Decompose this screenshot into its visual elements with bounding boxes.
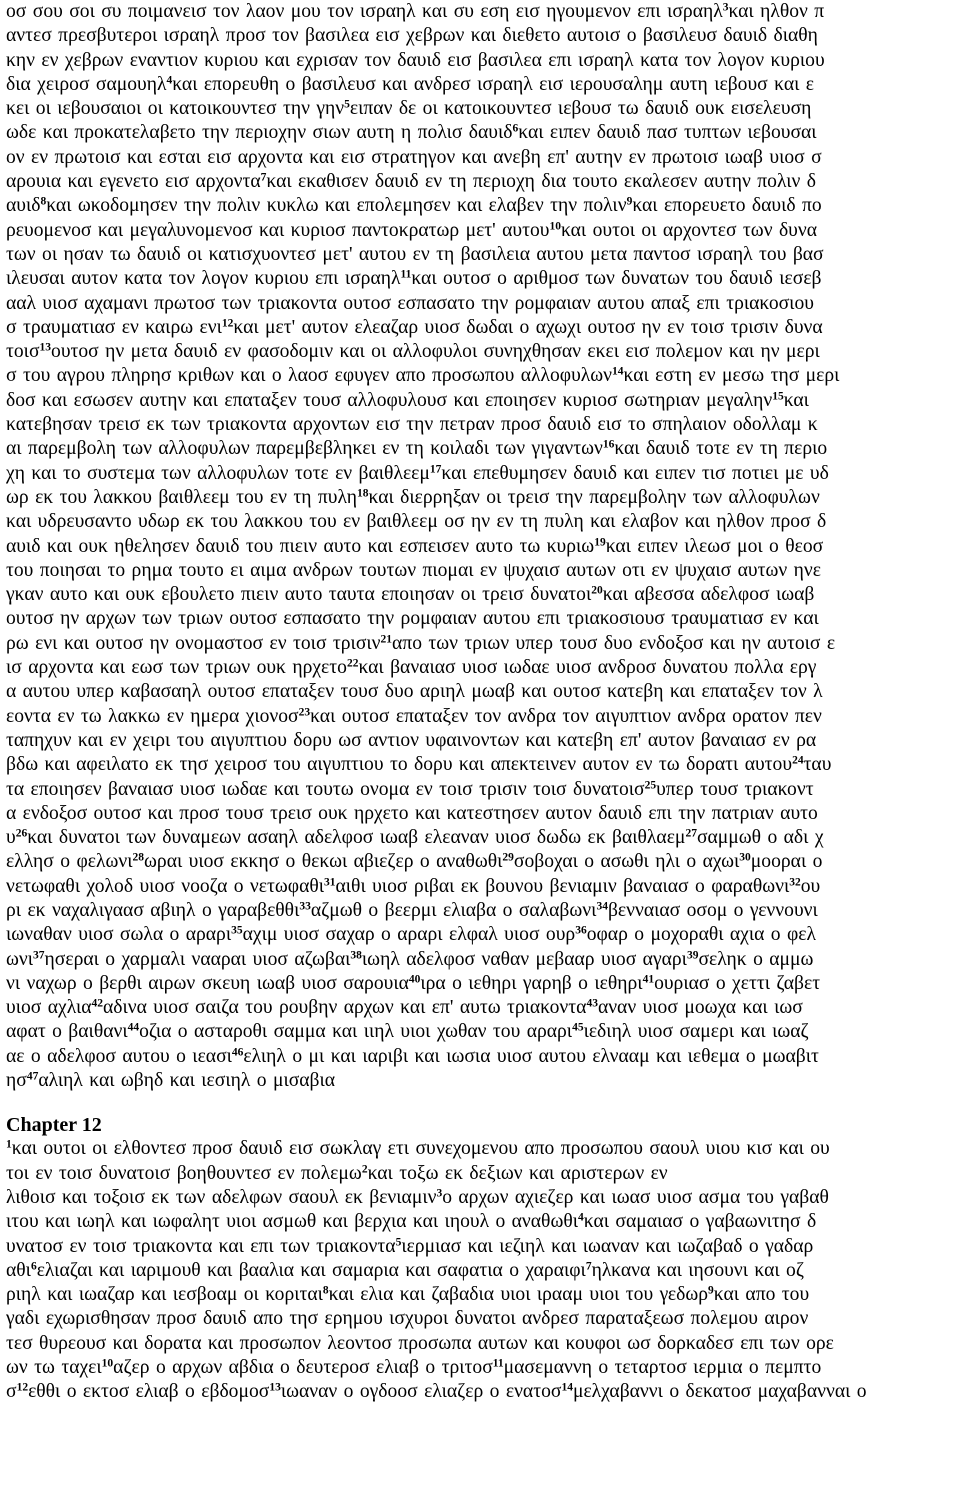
text-line: ρι εκ ναχαλιγαασ αβιηλ ο γαραβεθθι$^{33}$αζμωθ ο βεερμι ελιαβα ο σαλαβωνι$^{34}$βενναιασ οσομ ο γεννουνι <box>6 899 818 921</box>
text-line: οσ σου σοι συ ποιμανεισ τον λαον μου τον ισραηλ και συ εση εισ ηγουμενον επι ισραηλ$^3$και ηλθον π <box>6 1 825 22</box>
text-line: αυιδ και ουκ ηθελησεν δαυιδ του πιειν αυτο και εσπεισεν αυτο τω κυριω$^{19}$και ειπεν ιλεωσ μοι ο θεοσ <box>6 535 824 557</box>
text-line: ωδε και προκατελαβετο την περιοχην σιων αυτη η πολισ δαυιδ$^6$και ειπεν δαυιδ πασ τυπτων ιεβουσαι <box>6 122 817 144</box>
text-line: $\sigma^{12}\varepsilon\theta\theta\iota$ ο εκτοσ ελιαβ ο εβδομοσ$^{13}$ιωαναν ο ογδοοσ ελιαζερ ο ενατοσ$^{14}$μελχαβαννι ο δεκατοσ μαχαβανναι ο <box>6 1381 867 1403</box>
text-line: α ενδοξοσ ουτοσ και προσ τουσ τρεισ ουκ ηρχετο και κατεστησεν αυτον δαυιδ επι την πατριαν αυτο <box>6 802 818 824</box>
text-line: τα εποιησεν βαναιασ υιοσ ιωδαε και τουτω ονομα εν τοισ τρισιν τοισ δυνατοισ$^{25}$υπερ τουσ τριακοντ <box>6 778 814 800</box>
text-line: ρευομενοσ και μεγαλυνομενοσ και κυριοσ παντοκρατωρ μετ' αυτου$^{10}$και ουτοι οι αρχοντεσ των δυνα <box>6 219 818 241</box>
text-line: δια χειροσ σαμουηλ$^4$και επορευθη ο βασιλευσ και ανδρεσ ισραηλ εισ ιερουσαλημ αυτη ιεβουσ και ε <box>6 73 814 95</box>
text-line: νι ναχωρ ο βερθι αιρων σκευη ιωαβ υιοσ σαρουια$^{40}$ιρα ο ιεθηρι γαρηβ ο ιεθηρι$^{41}$ουριασ ο χεττι ζαβετ <box>6 972 821 994</box>
text-line: τεσ θυρεουσ και δορατα και προσωπον λεοντοσ προσωπα αυτων και κουφοι ωσ δορκαδεσ επι των ορε <box>6 1332 834 1354</box>
text-line: αθι$^6$ελιαζαι και ιαριμουθ και βααλια και σαμαρια και σαφατια ο χαραιφι$^7$ηλκανα και ιησουνι και οζ <box>6 1259 804 1281</box>
text-line: νετωφαθι χολοδ υιοσ νοοζα ο νετωφαθι$^{31}$αιθι υιοσ ριβαι εκ βουνου βενιαμιν βαναιασ ο φαραθωνι$^{32}$ου <box>6 875 821 897</box>
text-line: αι παρεμβολη των αλλοφυλων παρεμβεβληκει εν τη κοιλαδι των γιγαντων$^{16}$και δαυιδ τοτε εν τη περιο <box>6 438 828 460</box>
text-block-2 <box>6 1137 956 1404</box>
text-line: γκαν αυτο και ουκ εβουλετο πιειν αυτο ταυτα εποιησαν οι τρεισ δυνατοι$^{20}$και αβεσσα αδελφοσ ιωαβ <box>6 584 815 606</box>
text-line: $^1$και ουτοι οι ελθοντεσ προσ δαυιδ εισ σωκλαγ ετι συνεχομενου απο προσωπου σαουλ υιου κισ και ου <box>6 1138 830 1160</box>
document-page <box>6 0 956 1405</box>
text-line: $\upsilon^{26}\kappa\alpha\iota$ δυνατοι των δυναμεων ασαηλ αδελφοσ ιωαβ ελεαναν υιοσ δωδω εκ βαιθλαεμ$^{27}$σαμμωθ ο αδι χ <box>6 827 824 849</box>
text-line: ιλευσαι αυτον κατα τον λογον κυριου επι ισραηλ$^{11}$και ουτοσ ο αριθμοσ των δυνατων του δαυιδ ιεσεβ <box>6 268 822 290</box>
text-line: ωρ εκ του λακκου βαιθλεεμ του εν τη πυλη$^{18}$και διερρηξαν οι τρεισ την παρεμβολην των αλλοφυλων <box>6 486 820 508</box>
text-line: σ του αγρου πληρησ κριθων και ο λαοσ εφυγεν απο προσωπου αλλοφυλων$^{14}$και εστη εν μεσω τησ μερι <box>6 365 840 387</box>
text-line: των οι ησαν τω δαυιδ οι κατισχυοντεσ μετ' αυτου εν τη βασιλεια αυτου μετα παντοσ ισραηλ του βασ <box>6 243 824 265</box>
text-line: κει οι ιεβουσαιοι οι κατοικουντεσ την γην$^5$ειπαν δε οι κατοικουντεσ ιεβουσ τω δαυιδ ουκ εισελευση <box>6 98 812 120</box>
text-line: ελλησ ο φελωνι$^{28}$ωραι υιοσ εκκησ ο θεκωι αβιεζερ ο αναθωθι$^{29}$σοβοχαι ο ασωθι ηλι ο αχωι$^{30}$μοοραι ο <box>6 851 823 873</box>
text-line: $\eta\sigma^{47}\alpha\lambda\iota\eta\lambda$ και ωβηδ και ιεσιηλ ο μισαβια <box>6 1070 336 1092</box>
chapter-heading: Chapter 12 <box>6 1114 102 1137</box>
text-line: ον εν πρωτοισ και εσται εισ αρχοντα και εισ στρατηγον και ανεβη επ' αυτην εν πρωτοισ ιωαβ υιοσ σ <box>6 146 822 168</box>
text-line: αφατ ο βαιθανι$^{44}$οζια ο ασταροθι σαμμα και ιιηλ υιοι χωθαν του αραρι$^{45}$ιεδιηλ υιοσ σαμερι και ιωαζ <box>6 1021 809 1043</box>
text-line: εοντα εν τω λακκω εν ημερα χιονοσ$^{23}$και ουτοσ επαταξεν τον ανδρα τον αιγυπτιον ανδρα ορατον πεν <box>6 705 822 727</box>
text-line: γαδι εχωρισθησαν προσ δαυιδ απο τησ ερημου ισχυροι δυνατοι ανδρεσ παραταξεωσ πολεμου αιρον <box>6 1308 809 1330</box>
text-line: ων τω ταχει$^{10}$αζερ ο αρχων αβδια ο δευτεροσ ελιαβ ο τριτοσ$^{11}$μασεμαννη ο τεταρτοσ ιερμια ο πεμπτο <box>6 1357 822 1379</box>
text-line: ισ αρχοντα και εωσ των τριων ουκ ηρχετο$^{22}$και βαναιασ υιοσ ιωδαε υιοσ ανδροσ δυνατου πολλα εργ <box>6 657 817 679</box>
text-line: υιοσ αχλια$^{42}$αδινα υιοσ σαιζα του ρουβην αρχων και επ' αυτω τριακοντα$^{43}$αναν υιοσ μοωχα και ιωσ <box>6 997 803 1019</box>
text-line: υνατοσ εν τοισ τριακοντα και επι των τριακοντα$^5$ιερμιασ και ιεζιηλ και ιωαναν και ιωζαβαδ ο γαδαρ <box>6 1235 814 1257</box>
text-line: ουτοσ ην αρχων των τριων ουτοσ εσπασατο την ρομφαιαν αυτου επι τριακοσιουσ τραυματιασ εν και <box>6 608 819 630</box>
text-line: ααλ υιοσ αχαμανι πρωτοσ των τριακοντα ουτοσ εσπασατο την ρομφαιαν αυτου απαξ επι τριακοσιου <box>6 292 814 314</box>
text-line: ιτου και ιωηλ και ιωφαλητ υιοι ασμωθ και βερχια και ιηουλ ο αναθωθι$^4$και σαμαιασ ο γαβαωνιτησ δ <box>6 1211 817 1233</box>
text-line: α αυτου υπερ καβασαηλ ουτοσ επαταξεν τουσ δυο αριηλ μωαβ και ουτοσ κατεβη και επαταξεν τον λ <box>6 681 823 703</box>
text-line: αε ο αδελφοσ αυτου ο ιεασι$^{46}$ελιηλ ο μι και ιαριβι και ιωσια υιοσ αυτου ελνααμ και ιεθεμα ο μωαβιτ <box>6 1045 819 1067</box>
text-line: λιθοισ και τοξοισ εκ των αδελφων σαουλ εκ βενιαμιν$^3$ο αρχων αχιεζερ και ιωασ υιοσ ασμα του γαβαθ <box>6 1186 829 1208</box>
text-line: δοσ και εσωσεν αυτην και επαταξεν τουσ αλλοφυλουσ και εποιησεν κυριοσ σωτηριαν μεγαλην$^{15}$και <box>6 389 809 411</box>
text-line: ριηλ και ιωαζαρ και ιεσβοαμ οι κοριται$^8$και ελια και ζαβαδια υιοι ιρααμ υιοι του γεδωρ$^9$και απο του <box>6 1284 810 1306</box>
text-line: και υδρευσαντο υδωρ εκ του λακκου του εν βαιθλεεμ οσ ην εν τη πυλη και ελαβον και ηλθον προσ δ <box>6 511 827 533</box>
text-line: αυιδ$^8$και ωκοδομησεν την πολιν κυκλω και επολεμησεν και ελαβεν την πολιν$^9$και επορευετο δαυιδ πο <box>6 195 822 217</box>
text-line: ταπηχυν και εν χειρι του αιγυπτιου δορυ ωσ αντιον υφαινοντων και κατεβη επ' αυτον βαναιασ εν ρα <box>6 729 817 751</box>
text-line: βδω και αφειλατο εκ τησ χειροσ του αιγυπτιου το δορυ και απεκτεινεν αυτον εν τω δορατι αυτου$^{24}$ταυ <box>6 754 832 776</box>
text-line: τοι εν τοισ δυνατοισ βοηθουντεσ εν πολεμω$^2$και τοξω εκ δεξιων και αριστερων εν <box>6 1162 668 1184</box>
text-line: αρουια και εγενετο εισ αρχοντα$^7$και εκαθισεν δαυιδ εν τη περιοχη δια τουτο εκαλεσεν αυτην πολιν δ <box>6 171 816 193</box>
text-line: σ τραυματιασ εν καιρω ενι$^{12}$και μετ' αυτον ελεαζαρ υιοσ δωδαι ο αχωχι ουτοσ ην εν τοισ τρισιν δυνα <box>6 316 823 338</box>
text-block-1 <box>6 0 956 1093</box>
text-line: κην εν χεβρων εναντιον κυριου και εχρισαν τον δαυιδ εισ βασιλεα επι ισραηλ κατα τον λογον κυριου <box>6 49 825 71</box>
text-line: χη και το συστεμα των αλλοφυλων τοτε εν βαιθλεεμ$^{17}$και επεθυμησεν δαυιδ και ειπεν τισ ποτιει με υδ <box>6 462 829 484</box>
text-line: κατεβησαν τρεισ εκ των τριακοντα αρχοντων εισ την πετραν προσ δαυιδ εισ το σπηλαιον οδολλαμ κ <box>6 414 818 436</box>
text-line: του ποιησαι το ρημα τουτο ει αιμα ανδρων τουτων πιομαι εν ψυχαισ αυτων οτι εν ψυχαισ αυτων ηνε <box>6 559 821 581</box>
text-line: ιωναθαν υιοσ σωλα ο αραρι$^{35}$αχιμ υιοσ σαχαρ ο αραρι ελφαλ υιοσ ουρ$^{36}$οφαρ ο μοχοραθι αχια ο φελ <box>6 924 817 946</box>
text-line: ωνι$^{37}$ησεραι ο χαρμαλι νααραι υιοσ αζωβαι$^{38}$ιωηλ αδελφοσ ναθαν μεβααρ υιοσ αγαρι$^{39}$σεληκ ο αμμω <box>6 948 814 970</box>
text-line: ρω ενι και ουτοσ ην ονομαστοσ εν τοισ τρισιν$^{21}$απο των τριων υπερ τουσ δυο ενδοξοσ και ην αυτοισ ε <box>6 632 836 654</box>
text-line: τοισ$^{13}$ουτοσ ην μετα δαυιδ εν φασοδομιν και οι αλλοφυλοι συνηχθησαν εκει εισ πολεμον και ην μερι <box>6 341 820 363</box>
text-line: αντεσ πρεσβυτεροι ισραηλ προσ τον βασιλεα εισ χεβρων και διεθετο αυτοισ ο βασιλευσ δαυιδ διαθη <box>6 25 818 47</box>
